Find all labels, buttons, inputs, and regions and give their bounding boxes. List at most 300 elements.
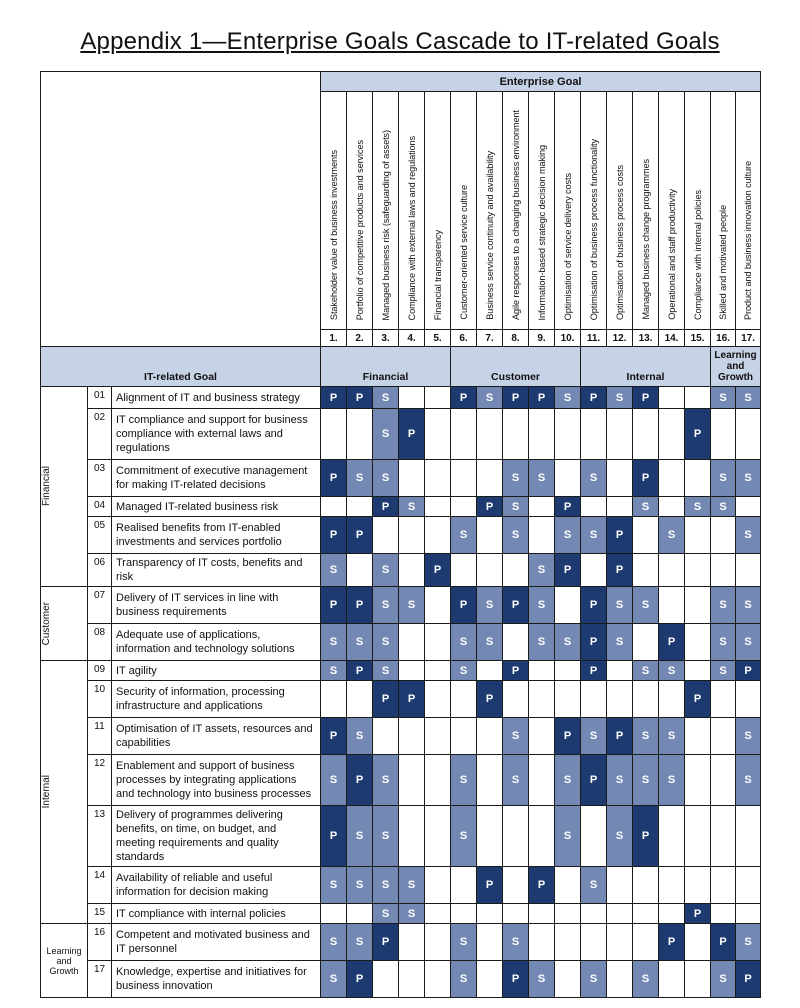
secondary-mark: S (555, 517, 581, 554)
primary-mark: P (529, 867, 555, 904)
enterprise-goal-label (711, 92, 736, 330)
it-goal-name: Managed IT-related business risk (112, 497, 321, 517)
group-customer: Customer (451, 347, 581, 387)
empty-cell (451, 718, 477, 755)
empty-cell (659, 497, 685, 517)
secondary-mark: S (399, 867, 425, 904)
table-row (41, 409, 761, 460)
secondary-mark: S (529, 554, 555, 587)
empty-cell (555, 460, 581, 497)
enterprise-goal-label (581, 92, 607, 330)
secondary-mark: S (555, 624, 581, 661)
it-goal-name: Delivery of programmes delivering benefits, on time, on budget, and meeting requirements and quality standards (112, 806, 321, 867)
enterprise-goal-number: 4. (399, 330, 425, 347)
primary-mark: P (607, 718, 633, 755)
empty-cell (607, 924, 633, 961)
it-goal-id: 03 (88, 460, 112, 497)
secondary-mark: S (503, 755, 529, 806)
it-category-financial (41, 387, 88, 587)
empty-cell (399, 554, 425, 587)
group-header-row (41, 347, 761, 387)
primary-mark: P (503, 387, 529, 409)
secondary-mark: S (633, 497, 659, 517)
enterprise-goal-label-text: Optimisation of service delivery costs (562, 172, 573, 320)
empty-cell (736, 806, 761, 867)
secondary-mark: S (321, 755, 347, 806)
secondary-mark: S (711, 387, 736, 409)
empty-cell (425, 961, 451, 998)
enterprise-goal-label (659, 92, 685, 330)
enterprise-goal-label (555, 92, 581, 330)
empty-cell (529, 806, 555, 867)
enterprise-goal-label (685, 92, 711, 330)
enterprise-goal-label-text: Financial transparency (432, 229, 443, 320)
primary-mark: P (347, 587, 373, 624)
it-goal-name: Knowledge, expertise and initiatives for business innovation (112, 961, 321, 998)
secondary-mark: S (477, 387, 503, 409)
secondary-mark: S (633, 661, 659, 681)
empty-cell (685, 867, 711, 904)
empty-cell (425, 867, 451, 904)
empty-cell (685, 624, 711, 661)
secondary-mark: S (529, 460, 555, 497)
empty-cell (347, 681, 373, 718)
secondary-mark: S (555, 755, 581, 806)
empty-cell (607, 460, 633, 497)
secondary-mark: S (451, 661, 477, 681)
secondary-mark: S (736, 517, 761, 554)
secondary-mark: S (736, 387, 761, 409)
empty-cell (736, 497, 761, 517)
enterprise-goal-number: 8. (503, 330, 529, 347)
primary-mark: P (503, 661, 529, 681)
empty-cell (399, 718, 425, 755)
empty-cell (425, 387, 451, 409)
secondary-mark: S (399, 587, 425, 624)
enterprise-goal-number: 14. (659, 330, 685, 347)
empty-cell (529, 755, 555, 806)
it-goal-name: IT compliance with internal policies (112, 904, 321, 924)
primary-mark: P (555, 718, 581, 755)
secondary-mark: S (633, 755, 659, 806)
empty-cell (373, 718, 399, 755)
empty-cell (685, 460, 711, 497)
enterprise-goal-label (373, 92, 399, 330)
table-row (41, 517, 761, 554)
it-goal-name: Adequate use of applications, information and technology solutions (112, 624, 321, 661)
secondary-mark: S (451, 924, 477, 961)
secondary-mark: S (736, 624, 761, 661)
secondary-mark: S (659, 755, 685, 806)
primary-mark: P (581, 387, 607, 409)
primary-mark: P (347, 961, 373, 998)
empty-cell (503, 624, 529, 661)
table-row (41, 924, 761, 961)
enterprise-goal-label (425, 92, 451, 330)
empty-cell (685, 387, 711, 409)
page-title: Appendix 1—Enterprise Goals Cascade to IT-related Goals (80, 28, 720, 55)
cascade-table (40, 71, 761, 998)
secondary-mark: S (347, 806, 373, 867)
primary-mark: P (685, 409, 711, 460)
secondary-mark: S (736, 924, 761, 961)
secondary-mark: S (451, 517, 477, 554)
empty-cell (347, 497, 373, 517)
secondary-mark: S (503, 497, 529, 517)
goals-cascade-table (40, 71, 758, 992)
enterprise-goal-label-text: Product and business innovation culture (743, 160, 754, 320)
table-corner (41, 72, 321, 347)
secondary-mark: S (529, 624, 555, 661)
secondary-mark: S (373, 409, 399, 460)
empty-cell (425, 681, 451, 718)
primary-mark: P (633, 806, 659, 867)
empty-cell (503, 904, 529, 924)
enterprise-goal-label-text: Stakeholder value of business investments (328, 149, 339, 320)
enterprise-goal-label (477, 92, 503, 330)
secondary-mark: S (451, 961, 477, 998)
secondary-mark: S (503, 718, 529, 755)
secondary-mark: S (373, 661, 399, 681)
empty-cell (685, 806, 711, 867)
empty-cell (711, 554, 736, 587)
enterprise-goal-label-text: Information-based strategic decision making (536, 144, 547, 320)
secondary-mark: S (321, 624, 347, 661)
table-row (41, 460, 761, 497)
secondary-mark: S (373, 554, 399, 587)
primary-mark: P (347, 661, 373, 681)
empty-cell (581, 409, 607, 460)
it-category-learning (41, 924, 88, 998)
it-goal-id: 14 (88, 867, 112, 904)
primary-mark: P (321, 517, 347, 554)
secondary-mark: S (607, 624, 633, 661)
secondary-mark: S (659, 718, 685, 755)
enterprise-goal-label-text: Managed business risk (safeguarding of assets) (380, 129, 391, 320)
empty-cell (607, 681, 633, 718)
empty-cell (555, 661, 581, 681)
secondary-mark: S (736, 718, 761, 755)
empty-cell (685, 924, 711, 961)
it-goal-id: 10 (88, 681, 112, 718)
primary-mark: P (581, 661, 607, 681)
empty-cell (529, 924, 555, 961)
empty-cell (477, 554, 503, 587)
enterprise-goal-number: 9. (529, 330, 555, 347)
primary-mark: P (633, 460, 659, 497)
it-category-label: Customer (41, 601, 52, 646)
primary-mark: P (347, 517, 373, 554)
empty-cell (503, 867, 529, 904)
it-category-label: Internal (41, 775, 52, 809)
empty-cell (736, 867, 761, 904)
enterprise-goal-number: 5. (425, 330, 451, 347)
empty-cell (581, 924, 607, 961)
empty-cell (736, 409, 761, 460)
secondary-mark: S (711, 587, 736, 624)
empty-cell (399, 961, 425, 998)
empty-cell (633, 867, 659, 904)
empty-cell (529, 904, 555, 924)
primary-mark: P (347, 387, 373, 409)
secondary-mark: S (503, 517, 529, 554)
primary-mark: P (399, 409, 425, 460)
empty-cell (399, 387, 425, 409)
empty-cell (425, 755, 451, 806)
primary-mark: P (581, 587, 607, 624)
secondary-mark: S (347, 718, 373, 755)
empty-cell (685, 755, 711, 806)
table-row (41, 387, 761, 409)
secondary-mark: S (736, 460, 761, 497)
primary-mark: P (659, 624, 685, 661)
enterprise-goal-label (321, 92, 347, 330)
empty-cell (659, 681, 685, 718)
primary-mark: P (711, 924, 736, 961)
empty-cell (659, 587, 685, 624)
secondary-mark: S (633, 961, 659, 998)
secondary-mark: S (399, 904, 425, 924)
empty-cell (451, 904, 477, 924)
it-goal-name: Transparency of IT costs, benefits and risk (112, 554, 321, 587)
empty-cell (529, 661, 555, 681)
it-goal-name: IT compliance and support for business compliance with external laws and regulations (112, 409, 321, 460)
empty-cell (685, 661, 711, 681)
empty-cell (425, 460, 451, 497)
enterprise-goal-label-text: Customer-oriented service culture (458, 185, 469, 320)
empty-cell (685, 961, 711, 998)
empty-cell (529, 497, 555, 517)
secondary-mark: S (581, 460, 607, 497)
empty-cell (347, 409, 373, 460)
it-category-label: Financial (41, 466, 52, 507)
empty-cell (633, 517, 659, 554)
empty-cell (425, 661, 451, 681)
primary-mark: P (529, 387, 555, 409)
enterprise-goal-number: 3. (373, 330, 399, 347)
empty-cell (425, 587, 451, 624)
table-row (41, 681, 761, 718)
primary-mark: P (685, 681, 711, 718)
enterprise-goal-label-text: Portfolio of competitive products and services (354, 139, 365, 320)
empty-cell (711, 755, 736, 806)
primary-mark: P (425, 554, 451, 587)
secondary-mark: S (373, 624, 399, 661)
secondary-mark: S (529, 587, 555, 624)
empty-cell (477, 904, 503, 924)
secondary-mark: S (711, 661, 736, 681)
table-row (41, 755, 761, 806)
primary-mark: P (555, 554, 581, 587)
it-goal-id: 06 (88, 554, 112, 587)
empty-cell (503, 806, 529, 867)
enterprise-goal-label (607, 92, 633, 330)
empty-cell (425, 806, 451, 867)
empty-cell (425, 924, 451, 961)
primary-mark: P (736, 961, 761, 998)
empty-cell (685, 554, 711, 587)
empty-cell (373, 961, 399, 998)
enterprise-goal-label (529, 92, 555, 330)
secondary-mark: S (373, 387, 399, 409)
empty-cell (451, 867, 477, 904)
enterprise-goal-label (399, 92, 425, 330)
empty-cell (321, 681, 347, 718)
enterprise-goal-number: 7. (477, 330, 503, 347)
secondary-mark: S (347, 924, 373, 961)
it-related-goal-header: IT-related Goal (41, 347, 321, 387)
empty-cell (347, 904, 373, 924)
it-goal-name: IT agility (112, 661, 321, 681)
empty-cell (633, 904, 659, 924)
enterprise-goal-number: 15. (685, 330, 711, 347)
secondary-mark: S (399, 497, 425, 517)
secondary-mark: S (347, 460, 373, 497)
empty-cell (321, 904, 347, 924)
secondary-mark: S (321, 554, 347, 587)
enterprise-goal-label-text: Managed business change programmes (640, 159, 651, 320)
empty-cell (711, 718, 736, 755)
table-row (41, 587, 761, 624)
secondary-mark: S (373, 755, 399, 806)
empty-cell (581, 554, 607, 587)
it-goal-name: Optimisation of IT assets, resources and capabilities (112, 718, 321, 755)
primary-mark: P (373, 681, 399, 718)
table-row (41, 867, 761, 904)
primary-mark: P (555, 497, 581, 517)
empty-cell (321, 409, 347, 460)
empty-cell (555, 587, 581, 624)
primary-mark: P (321, 806, 347, 867)
empty-cell (477, 961, 503, 998)
primary-mark: P (373, 497, 399, 517)
secondary-mark: S (321, 867, 347, 904)
secondary-mark: S (373, 806, 399, 867)
empty-cell (451, 460, 477, 497)
empty-cell (633, 409, 659, 460)
empty-cell (581, 497, 607, 517)
it-goal-id: 09 (88, 661, 112, 681)
table-row (41, 961, 761, 998)
empty-cell (503, 681, 529, 718)
empty-cell (607, 661, 633, 681)
empty-cell (607, 867, 633, 904)
secondary-mark: S (736, 755, 761, 806)
secondary-mark: S (659, 661, 685, 681)
empty-cell (581, 806, 607, 867)
primary-mark: P (347, 755, 373, 806)
secondary-mark: S (711, 497, 736, 517)
secondary-mark: S (581, 867, 607, 904)
empty-cell (736, 904, 761, 924)
empty-cell (659, 387, 685, 409)
empty-cell (633, 624, 659, 661)
empty-cell (425, 904, 451, 924)
empty-cell (659, 554, 685, 587)
table-row (41, 718, 761, 755)
enterprise-goal-label (736, 92, 761, 330)
primary-mark: P (581, 624, 607, 661)
enterprise-goal-label (347, 92, 373, 330)
empty-cell (711, 806, 736, 867)
empty-cell (425, 517, 451, 554)
primary-mark: P (736, 661, 761, 681)
it-goal-name: Delivery of IT services in line with business requirements (112, 587, 321, 624)
enterprise-goal-label-text: Business service continuity and availability (484, 151, 495, 320)
it-goal-id: 07 (88, 587, 112, 624)
secondary-mark: S (607, 587, 633, 624)
group-financial: Financial (321, 347, 451, 387)
empty-cell (581, 904, 607, 924)
empty-cell (659, 460, 685, 497)
empty-cell (555, 867, 581, 904)
primary-mark: P (477, 497, 503, 517)
primary-mark: P (607, 517, 633, 554)
secondary-mark: S (659, 517, 685, 554)
secondary-mark: S (607, 806, 633, 867)
enterprise-goal-number: 16. (711, 330, 736, 347)
secondary-mark: S (607, 387, 633, 409)
primary-mark: P (321, 587, 347, 624)
empty-cell (399, 924, 425, 961)
empty-cell (347, 554, 373, 587)
primary-mark: P (373, 924, 399, 961)
table-row (41, 624, 761, 661)
secondary-mark: S (477, 587, 503, 624)
empty-cell (736, 554, 761, 587)
it-goal-name: Competent and motivated business and IT personnel (112, 924, 321, 961)
it-goal-id: 08 (88, 624, 112, 661)
group-learning-growth: Learning and Growth (711, 347, 761, 387)
primary-mark: P (685, 904, 711, 924)
secondary-mark: S (633, 587, 659, 624)
secondary-mark: S (347, 624, 373, 661)
empty-cell (659, 961, 685, 998)
empty-cell (581, 681, 607, 718)
empty-cell (451, 497, 477, 517)
enterprise-goal-number: 10. (555, 330, 581, 347)
secondary-mark: S (685, 497, 711, 517)
enterprise-goal-label (503, 92, 529, 330)
secondary-mark: S (711, 961, 736, 998)
secondary-mark: S (373, 904, 399, 924)
primary-mark: P (659, 924, 685, 961)
secondary-mark: S (451, 624, 477, 661)
empty-cell (711, 867, 736, 904)
empty-cell (477, 718, 503, 755)
empty-cell (607, 961, 633, 998)
secondary-mark: S (321, 924, 347, 961)
primary-mark: P (477, 867, 503, 904)
table-row (41, 661, 761, 681)
primary-mark: P (633, 387, 659, 409)
enterprise-goal-number: 6. (451, 330, 477, 347)
empty-cell (633, 924, 659, 961)
primary-mark: P (321, 387, 347, 409)
secondary-mark: S (503, 924, 529, 961)
enterprise-goal-number: 12. (607, 330, 633, 347)
it-goal-id: 17 (88, 961, 112, 998)
primary-mark: P (607, 554, 633, 587)
enterprise-goal-number: 1. (321, 330, 347, 347)
empty-cell (711, 409, 736, 460)
empty-cell (399, 755, 425, 806)
enterprise-goal-label-text: Optimisation of business process costs (614, 164, 625, 320)
enterprise-goal-number: 2. (347, 330, 373, 347)
empty-cell (607, 497, 633, 517)
secondary-mark: S (451, 755, 477, 806)
empty-cell (477, 755, 503, 806)
